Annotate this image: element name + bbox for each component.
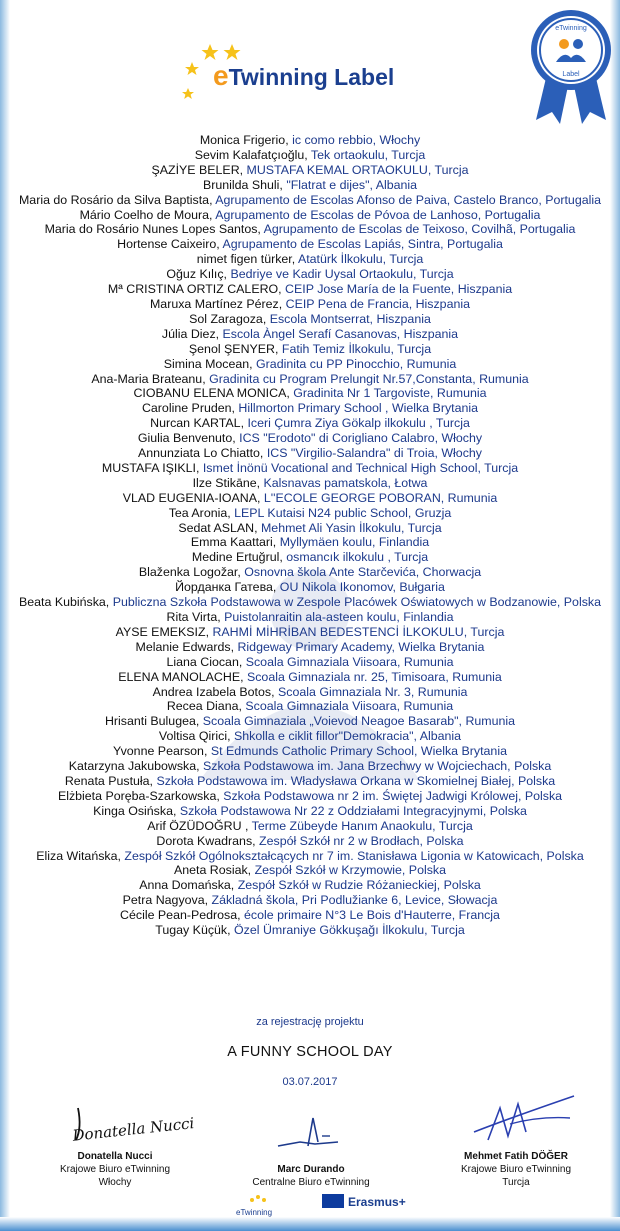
participant-entry (18, 193, 602, 208)
participant-school: Agrupamento de Escolas Lapiás, Sintra, Portugalia (219, 237, 503, 252)
participant-entry (18, 133, 602, 148)
signature-nucci-icon (68, 1098, 196, 1146)
participant-school: Özel Ümraniye Gökkuşağı İlkokulu, Turcja (230, 923, 465, 938)
participant-school: Scoala Gimnaziala Nr. 3, Rumunia (274, 684, 468, 699)
participant-entry (18, 759, 602, 774)
certificate-date: 03.07.2017 (282, 1076, 338, 1088)
participant-entry (18, 685, 602, 700)
participant-name: Júlia Diez, (161, 326, 220, 341)
label-rosette-badge-icon (528, 8, 614, 126)
participant-name: Йорданка Гатева, (175, 580, 277, 595)
participant-name: Aneta Rosiak, (173, 863, 252, 878)
participant-entry (18, 908, 602, 923)
participant-name: MUSTAFA IŞIKLI, (101, 460, 200, 475)
participant-entry (18, 282, 602, 297)
participant-entry (18, 670, 602, 685)
participant-name: CIOBANU ELENA MONICA, (133, 386, 290, 401)
participant-list (18, 133, 602, 938)
participant-school: MUSTAFA KEMAL ORTAOKULU, Turcja (243, 162, 469, 177)
signatory-name: Donatella Nucci (77, 1151, 153, 1162)
participant-name: Maruxa Martínez Pérez, (149, 296, 283, 311)
participant-school: Tek ortaokulu, Turcja (307, 147, 426, 162)
participant-entry (18, 610, 602, 625)
participant-name: Emma Kaattari, (190, 535, 277, 550)
participant-name: Caroline Pruden, (141, 401, 235, 416)
participant-name: Melanie Edwards, (135, 639, 235, 654)
participant-entry (18, 446, 602, 461)
participant-entry (18, 208, 602, 223)
participant-entry (18, 550, 602, 565)
participant-school: Osnovna škola Ante Starčevića, Chorwacja (240, 565, 482, 580)
signatory-durando (236, 1163, 386, 1189)
participant-name: Beata Kubińska, (19, 595, 110, 610)
signatory-doger (432, 1150, 600, 1189)
bottom-border-glow (0, 1217, 620, 1231)
participant-school: Gradinita Nr 1 Targoviste, Rumunia (289, 386, 487, 401)
participant-school: Shkolla e ciklit fillor"Demokracia", Albania (230, 729, 462, 744)
header (0, 0, 620, 128)
participant-entry (18, 893, 602, 908)
participant-name: Elżbieta Poręba-Szarkowska, (57, 788, 220, 803)
participant-school: Terme Zübeyde Hanım Anaokulu, Turcja (248, 818, 473, 833)
participant-name: Blaženka Logožar, (138, 565, 241, 580)
signatory-name: Marc Durando (277, 1164, 345, 1175)
participant-entry (18, 401, 602, 416)
participant-school: Mehmet Ali Yasin İlkokulu, Turcja (257, 520, 442, 535)
participant-entry (18, 386, 602, 401)
participant-school: Agrupamento de Escolas de Póvoa de Lanhoso, Portugalia (212, 207, 541, 222)
registration-caption: za rejestrację projektu (256, 1016, 364, 1028)
participant-name: Monica Frigerio, (199, 133, 289, 147)
participant-entry (18, 640, 602, 655)
participant-name: Şenol ŞENYER, (188, 341, 279, 356)
participant-entry (18, 506, 602, 521)
participant-school: Escola Montserrat, Hiszpania (266, 311, 431, 326)
participant-name: Oğuz Kılıç, (166, 267, 228, 282)
participant-entry (18, 699, 602, 714)
participant-school: Scoala Gimnaziala Viisoara, Rumunia (241, 699, 454, 714)
participant-entry (18, 178, 602, 193)
participant-school: Ismet İnönü Vocational and Technical High School, Turcja (199, 460, 519, 475)
participant-entry (18, 834, 602, 849)
participant-entry (18, 580, 602, 595)
signature-doger-icon (470, 1088, 580, 1146)
participant-entry (18, 327, 602, 342)
participant-name: Kinga Osińska, (93, 803, 177, 818)
participant-name: Mª CRISTINA ORTIZ CALERO, (107, 282, 282, 297)
participant-entry (18, 521, 602, 536)
participant-entry (18, 744, 602, 759)
participant-entry (18, 729, 602, 744)
participant-school: Iceri Çumra Ziya Gökalp ilkokulu , Turcja (244, 416, 470, 431)
participant-name: VLAD EUGENIA-IOANA, (122, 490, 261, 505)
participant-entry (18, 312, 602, 327)
participant-school: L''ECOLE GEORGE POBORAN, Rumunia (260, 490, 498, 505)
participant-school: Zespół Szkół w Rudzie Różanieckiej, Polska (234, 878, 481, 893)
participant-entry (18, 774, 602, 789)
participant-entry (18, 595, 602, 610)
participant-school: Základná škola, Pri Podlužianke 6, Levice, Słowacja (208, 893, 498, 908)
signature-durando-icon (270, 1112, 355, 1152)
participant-name: ŞAZİYE BELER, (151, 162, 244, 177)
participant-entry (18, 565, 602, 580)
participant-name: Sevim Kalafatçıoğlu, (194, 147, 308, 162)
participant-entry (18, 804, 602, 819)
etwinning-small-stars-icon (248, 1194, 268, 1206)
participant-school: Kalsnavas pamatskola, Łotwa (260, 475, 428, 490)
participant-school: Agrupamento de Escolas de Teixoso, Covilhã, Portugalia (260, 222, 576, 237)
participant-name: Katarzyna Jakubowska, (68, 759, 200, 774)
participant-entry (18, 297, 602, 312)
participant-school: Szkoła Podstawowa Nr 22 z Oddziałami Integracyjnymi, Polska (176, 803, 527, 818)
participant-name: Recea Diana, (166, 699, 242, 714)
signature-nucci-text: Donatella Nucci (71, 1114, 196, 1145)
participant-entry (18, 163, 602, 178)
participant-school: Hillmorton Primary School , Wielka Brytania (234, 401, 479, 416)
participant-name: Hortense Caixeiro, (117, 237, 220, 252)
participant-entry (18, 357, 602, 372)
signatory-nucci (40, 1150, 190, 1189)
participant-entry (18, 461, 602, 476)
participant-school: Szkoła Podstawowa im. Jana Brzechwy w Wojciechach, Polska (199, 759, 552, 774)
participant-school: Fatih Temiz İlkokulu, Turcja (278, 341, 432, 356)
participant-school: Gradinita cu Program Prelungit Nr.57,Constanta, Rumunia (205, 371, 529, 386)
participant-entry (18, 267, 602, 282)
participant-school: CEIP Pena de Francia, Hiszpania (282, 296, 470, 311)
participant-entry (18, 372, 602, 387)
participant-name: Arif ÖZÜDOĞRU , (147, 818, 249, 833)
participant-school: école primaire N°3 Le Bois d'Hauterre, Francja (240, 908, 500, 923)
participant-entry (18, 789, 602, 804)
eu-flag-icon (322, 1194, 344, 1208)
participant-school: St Edmunds Catholic Primary School, Wielka Brytania (207, 744, 507, 759)
participant-entry (18, 714, 602, 729)
participant-name: Tea Aronia, (168, 505, 231, 520)
participant-entry (18, 148, 602, 163)
participant-school: ic como rebbio, Włochy (288, 133, 421, 147)
participant-entry (18, 819, 602, 834)
participant-name: Eliza Witańska, (36, 848, 121, 863)
participant-name: Dorota Kwadrans, (156, 833, 256, 848)
participant-entry (18, 431, 602, 446)
erasmus-plus-logo: Erasmus+ (348, 1195, 406, 1209)
participant-school: Scoala Gimnaziala nr. 25, Timisoara, Rumunia (243, 669, 502, 684)
project-title: A FUNNY SCHOOL DAY (227, 1044, 393, 1060)
participant-school: Ridgeway Primary Academy, Wielka Brytania (234, 639, 485, 654)
participant-school: Gradinita cu PP Pinocchio, Rumunia (252, 356, 457, 371)
logo-e: e (213, 60, 229, 91)
participant-entry (18, 222, 602, 237)
participant-name: ELENA MANOLACHE, (118, 669, 244, 684)
participant-school: osmancık ilkokulu , Turcja (282, 550, 429, 565)
signatory-role: Krajowe Biuro eTwinning (59, 1164, 171, 1175)
participant-name: Ana-Maria Brateanu, (91, 371, 206, 386)
participant-school: Zespół Szkół nr 2 w Brodłach, Polska (255, 833, 464, 848)
participant-entry (18, 237, 602, 252)
participant-name: Yvonne Pearson, (113, 744, 208, 759)
participant-entry (18, 476, 602, 491)
participant-school: ICS "Virgilio-Salandra" di Troia, Włochy (263, 446, 482, 461)
participant-name: Giulia Benvenuto, (137, 431, 236, 446)
badge-top-text: eTwinning (555, 25, 587, 32)
participant-school: Zespół Szkół Ogólnokształcących nr 7 im. Stanisława Ligonia w Katowicach, Polska (120, 848, 584, 863)
participant-name: Simina Mocean, (163, 356, 253, 371)
participant-school: RAHMİ MİHRİBAN BEDESTENCİ İLKOKULU, Turcja (209, 624, 505, 639)
badge-bottom-text: Label (562, 71, 580, 78)
participant-entry (18, 491, 602, 506)
participant-school: CEIP Jose María de la Fuente, Hiszpania (281, 282, 513, 297)
participant-name: Ilze Stikāne, (192, 475, 261, 490)
participant-name: Liana Ciocan, (166, 654, 243, 669)
participant-school: Escola Àngel Serafí Casanovas, Hiszpania (219, 326, 459, 341)
signatory-role: Krajowe Biuro eTwinning (460, 1164, 572, 1175)
participant-name: Mário Coelho de Moura, (79, 207, 213, 222)
participant-school: Atatürk İlkokulu, Turcja (295, 252, 424, 267)
participant-name: Rita Virta, (166, 610, 221, 624)
signatory-role: Centralne Biuro eTwinning (252, 1177, 370, 1188)
participant-name: Maria do Rosário da Silva Baptista, (18, 192, 213, 207)
participant-school: Bedriye ve Kadir Uysal Ortaokulu, Turcja (227, 267, 454, 282)
participant-name: Voltisa Qirici, (158, 729, 231, 744)
participant-school: Publiczna Szkoła Podstawowa w Zespole Placówek Oświatowych w Bodzanowie, Polska (109, 595, 601, 610)
participant-entry (18, 863, 602, 878)
participant-name: Petra Nagyova, (122, 893, 209, 908)
participant-name: Renata Pustuła, (64, 773, 153, 788)
participant-entry (18, 849, 602, 864)
participant-name: Brunilda Shuli, (202, 177, 283, 192)
participant-school: Zespół Szkół w Krzymowie, Polska (251, 863, 446, 878)
participant-name: Sedat ASLAN, (178, 520, 258, 535)
etwinning-label-logo (213, 60, 394, 92)
participant-school: "Flatrat e dijes", Albania (282, 177, 418, 192)
participant-school: LEPL Kutaisi N24 public School, Gruzja (230, 505, 452, 520)
participant-school: OU Nikola Ikonomov, Bułgaria (276, 580, 445, 595)
participant-name: nimet figen türker, (196, 252, 296, 267)
participant-name: Medine Ertuğrul, (191, 550, 283, 565)
signatory-country: Włochy (98, 1177, 132, 1188)
participant-school: Agrupamento de Escolas Afonso de Paiva, Castelo Branco, Portugalia (212, 192, 601, 207)
participant-entry (18, 342, 602, 357)
signatory-name: Mehmet Fatih DÖĞER (464, 1151, 568, 1162)
participant-school: Szkoła Podstawowa nr 2 im. Świętej Jadwigi Królowej, Polska (219, 788, 563, 803)
participant-school: ICS "Erodoto" di Corigliano Calabro, Włochy (235, 431, 483, 446)
participant-name: Hrisanti Bulugea, (104, 714, 200, 729)
participant-name: Tugay Küçük, (155, 923, 231, 938)
participant-name: Nurcan KARTAL, (150, 416, 245, 431)
participant-school: Puistolanraitin ala-asteen koulu, Finlandia (220, 610, 454, 624)
participant-name: Anna Domańska, (139, 878, 235, 893)
participant-entry (18, 625, 602, 640)
participant-entry (18, 535, 602, 550)
participant-name: Cécile Pean-Pedrosa, (120, 908, 241, 923)
participant-school: Szkoła Podstawowa im. Władysława Orkana w Skomielnej Białej, Polska (153, 773, 556, 788)
logo-text: Twinning Label (228, 64, 395, 90)
participant-school: Scoala Gimnaziala Viisoara, Rumunia (242, 654, 454, 669)
participant-entry (18, 655, 602, 670)
participant-name: Andrea Izabela Botos, (152, 684, 275, 699)
participant-name: Annunziata Lo Chiatto, (138, 446, 264, 461)
participant-name: Maria do Rosário Nunes Lopes Santos, (44, 222, 261, 237)
participant-school: Myllymäen koulu, Finlandia (276, 535, 430, 550)
participant-entry (18, 252, 602, 267)
signatory-country: Turcja (502, 1177, 530, 1188)
participant-entry (18, 923, 602, 938)
participant-school: Scoala Gimnaziala „Voievod Neagoe Basarab", Rumunia (199, 714, 516, 729)
participant-entry (18, 878, 602, 893)
participant-name: AYSE EMEKSIZ, (115, 624, 210, 639)
participant-name: Sol Zaragoza, (189, 311, 267, 326)
etwinning-footer-logo: eTwinning (236, 1208, 273, 1217)
participant-entry (18, 416, 602, 431)
